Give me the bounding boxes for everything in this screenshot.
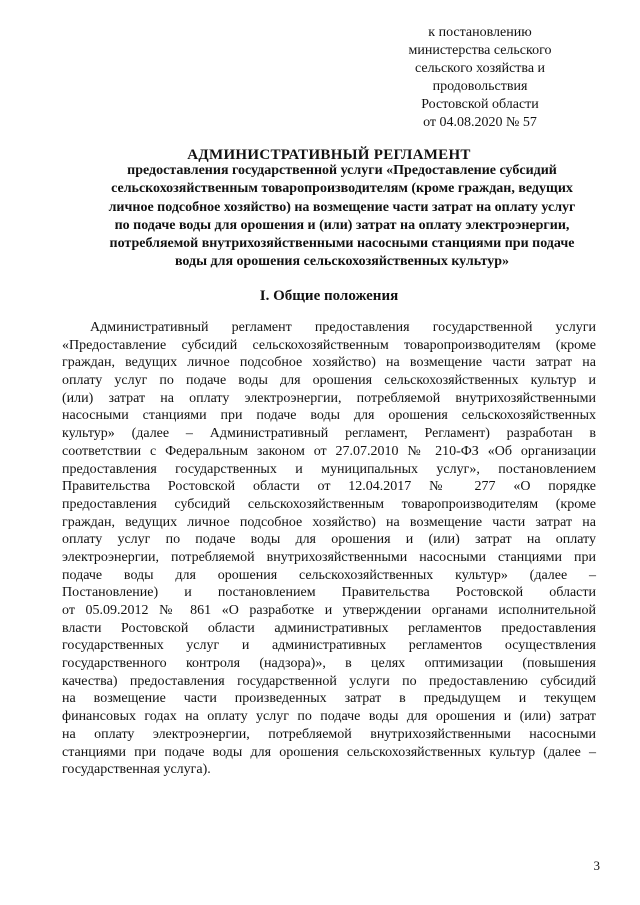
subtitle-line: предоставления государственной услуги «Предоставление субсидий (127, 163, 557, 178)
appendix-line: сельского хозяйства и (414, 61, 546, 76)
paragraph-line: Постановление) и постановлением Правительства Ростовской области (62, 585, 596, 601)
subtitle-line: сельскохозяйственным товаропроизводителям (кроме граждан, ведущих (111, 181, 573, 197)
paragraph-line: Правительства Ростовской области от 12.04.2017 № 277 «О порядке (62, 479, 596, 495)
subtitle-line: личное подсобное хозяйство) на возмещение части затрат на оплату услуг (108, 199, 576, 215)
paragraph-line: Административный регламент предоставления государственной услуги (90, 320, 596, 335)
paragraph-line: подаче воды для орошения сельскохозяйственных культур» (далее – (62, 567, 596, 583)
paragraph-line: граждан, ведущих личное подсобное хозяйство) на возмещение части затрат на (62, 355, 596, 371)
paragraph-line: на оплату электроэнергии, потребляемой внутрихозяйственными насосными (62, 726, 596, 742)
paragraph-line: граждан, ведущих личное подсобное хозяйство) на возмещение части затрат на (62, 514, 596, 530)
paragraph-line: «Предоставление субсидий сельскохозяйственным товаропроизводителям (кроме (62, 337, 596, 353)
paragraph-line: государственного контроля (надзора)», в целях оптимизации (повышения (62, 656, 596, 672)
document-subtitle (82, 162, 602, 272)
paragraph-line: электроэнергии, потребляемой внутрихозяйственными насосными станциями при (62, 549, 596, 565)
paragraph-line: государственных услуг и административных регламентов осуществления (62, 638, 596, 654)
paragraph-line: государственная услуга). (62, 762, 211, 778)
paragraph-line: соответствии с Федеральным законом от 27.07.2010 № 210-ФЗ «Об организации (62, 443, 596, 459)
document-title: АДМИНИСТРАТИВНЫЙ РЕГЛАМЕНТ (187, 147, 471, 163)
appendix-line: министерства сельского (408, 43, 552, 58)
appendix-line: Ростовской области (421, 97, 539, 112)
paragraph-line: оплату услуг по подаче воды для орошения сельскохозяйственных культур и (62, 373, 596, 389)
paragraph-line: предоставления государственных и муниципальных услуг», постановлением (62, 461, 596, 477)
subtitle-line: потребляемой внутрихозяйственными насосными станциями при подаче (109, 236, 575, 252)
section-paragraph (62, 319, 596, 779)
paragraph-line: культур» (далее – Административный регламент, Регламент) разработан в (62, 426, 596, 442)
section-heading: I. Общие положения (259, 288, 399, 304)
page-number: 3 (593, 858, 600, 873)
paragraph-line: на возмещение части произведенных затрат в предыдущем и текущем (62, 691, 596, 707)
paragraph-line: (или) затрат на оплату электроэнергии, потребляемой внутрихозяйственными (62, 390, 596, 406)
subtitle-line: по подаче воды для орошения и (или) затрат на оплату электроэнергии, (114, 217, 570, 233)
appendix-block (380, 24, 580, 132)
paragraph-line: качества) предоставления государственной услуги по предоставлению субсидий (62, 673, 596, 689)
subtitle-line: воды для орошения сельскохозяйственных культур» (174, 254, 510, 270)
paragraph-line: власти Ростовской области административных регламентов предоставления (62, 620, 596, 636)
appendix-line: от 04.08.2020 № 57 (423, 115, 537, 130)
paragraph-line: оплату услуг по подаче воды для орошения и (или) затрат на оплату (62, 532, 596, 548)
paragraph-line: насосными станциями при подаче воды для орошения сельскохозяйственных (62, 408, 596, 424)
paragraph-line: станциями при подаче воды для орошения сельскохозяйственных культур (далее – (62, 744, 596, 760)
paragraph-line: финансовых годах на оплату услуг по подаче воды для орошения и (или) затрат (62, 709, 596, 725)
appendix-line: к постановлению (428, 25, 532, 40)
appendix-line: продовольствия (432, 79, 528, 94)
paragraph-line: от 05.09.2012 № 861 «О разработке и утверждении органами исполнительной (62, 603, 596, 618)
paragraph-line: предоставления субсидий сельскохозяйственным товаропроизводителям (кроме (62, 496, 596, 512)
